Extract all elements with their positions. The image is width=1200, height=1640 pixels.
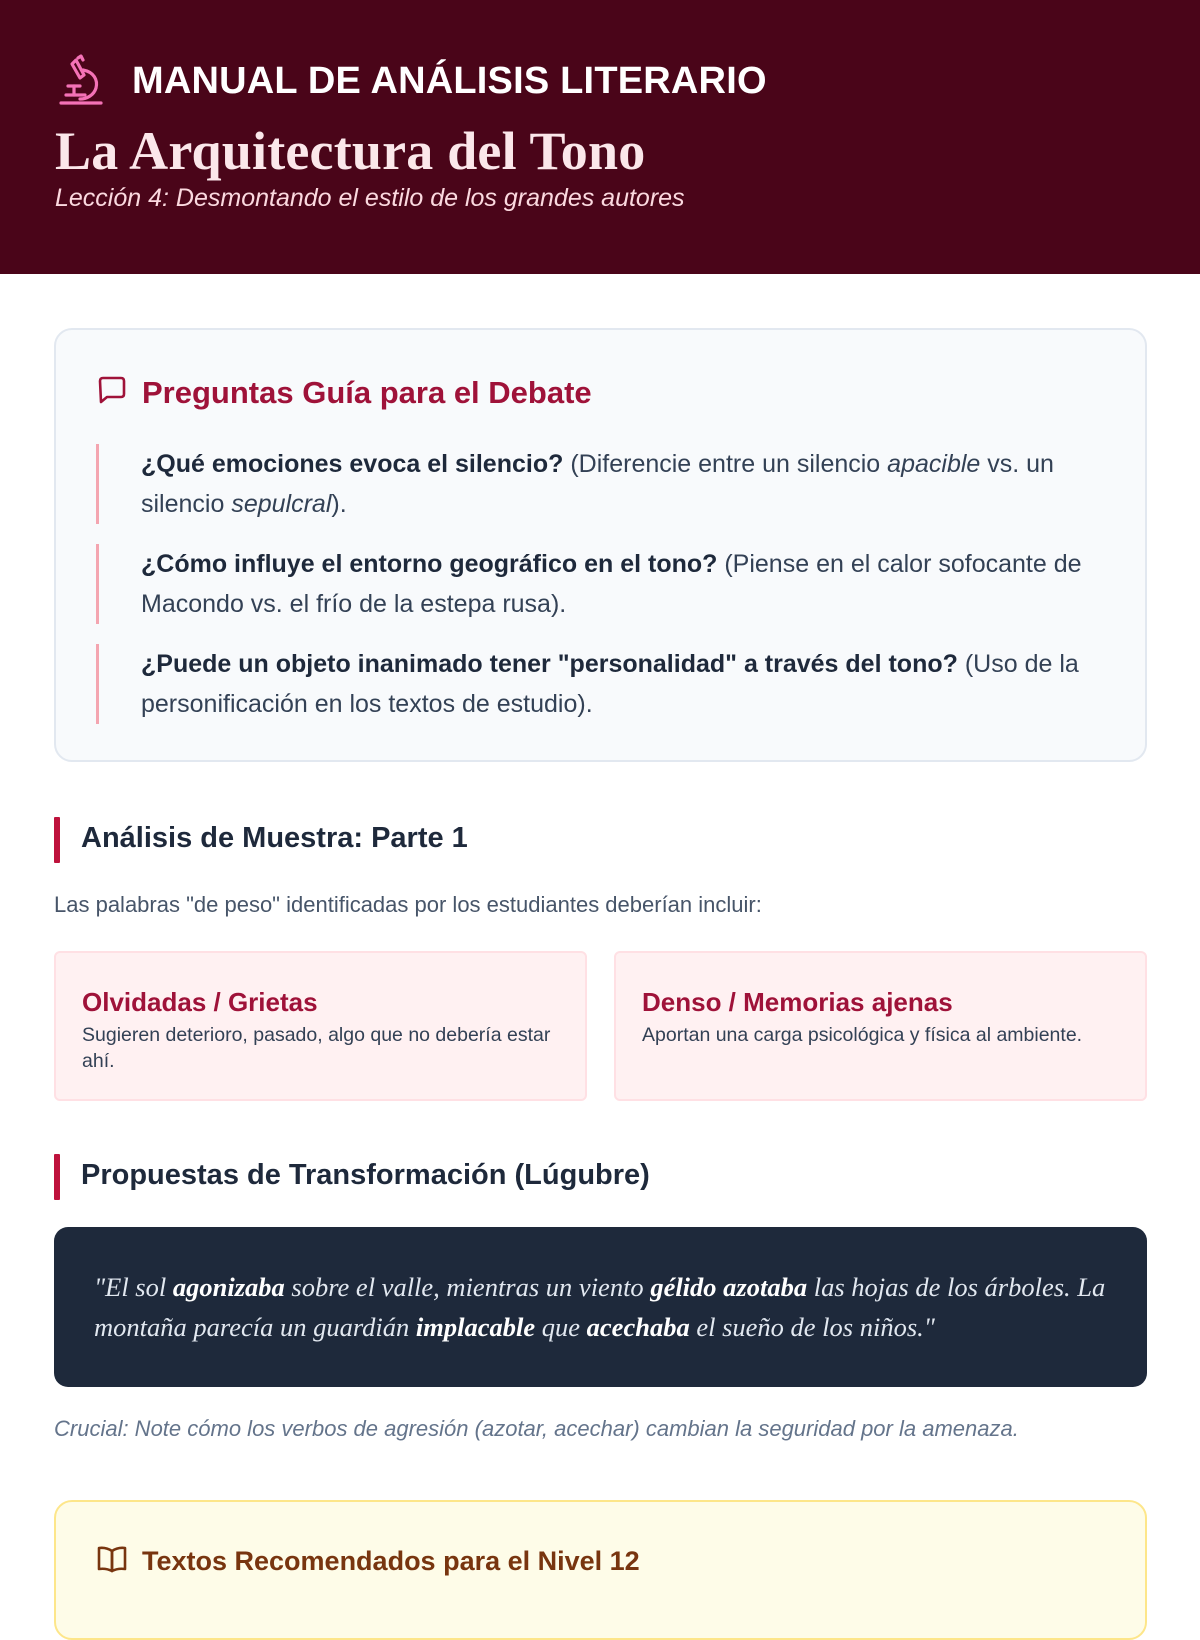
quote-text: sobre el valle, mientras un viento — [284, 1272, 651, 1302]
debate-questions-card — [54, 328, 1147, 762]
recommended-texts-header — [96, 1544, 640, 1579]
question-bold: ¿Qué emociones evoca el silencio? — [141, 450, 564, 478]
recommended-texts-card — [54, 1500, 1147, 1640]
question-text: (Diferencie entre un silencio — [563, 450, 888, 478]
section-accent-bar — [54, 817, 60, 863]
debate-questions-title: Preguntas Guía para el Debate — [142, 374, 592, 410]
question-text: ). — [331, 490, 347, 518]
page-header — [0, 0, 1200, 274]
question-text: (Piense en el calor sofocante de Macondo vs. el frío de la estepa rusa). — [141, 550, 1082, 618]
sample-analysis-lead: Las palabras "de peso" identificadas por los estudiantes deberían incluir: — [54, 892, 762, 917]
debate-question-3 — [96, 644, 1096, 724]
open-book-icon — [96, 1544, 128, 1579]
weight-word-card-1 — [54, 951, 587, 1101]
quote-highlight: gélido azotaba — [650, 1272, 808, 1302]
weight-word-description: Aportan una carga psicológica y física al ambiente. — [642, 1024, 1083, 1046]
question-bold: ¿Puede un objeto inanimado tener "personalidad" a través del tono? — [141, 650, 958, 678]
quote-text: "El sol — [94, 1272, 173, 1302]
chat-bubble-icon — [96, 374, 128, 411]
brand-row — [56, 54, 767, 108]
quote-highlight: agonizaba — [172, 1272, 285, 1302]
weight-word-title: Denso / Memorias ajenas — [642, 987, 953, 1017]
weight-word-title: Olvidadas / Grietas — [82, 987, 318, 1017]
crucial-note: Crucial: Note cómo los verbos de agresión (azotar, acechar) cambian la seguridad por la amenaza. — [54, 1416, 1019, 1441]
quote-text: que — [535, 1312, 587, 1342]
transformation-quote — [54, 1227, 1147, 1387]
weight-word-card-2 — [614, 951, 1147, 1101]
question-bold: ¿Cómo influye el entorno geográfico en el tono? — [141, 550, 718, 578]
quote-highlight: acechaba — [586, 1312, 690, 1342]
quote-text: las hojas de los árboles. La montaña parecía un guardián — [94, 1272, 1106, 1342]
page-title: La Arquitectura del Tono — [55, 121, 646, 181]
quote-text: el sueño de los niños." — [689, 1312, 935, 1342]
question-text: (Uso de la personificación en los textos de estudio). — [141, 650, 1079, 718]
question-emphasis: apacible — [887, 450, 981, 478]
question-emphasis: sepulcral — [231, 490, 332, 518]
sample-analysis-title: Análisis de Muestra: Parte 1 — [81, 822, 468, 854]
question-text: vs. un silencio — [141, 450, 1054, 518]
debate-questions-header — [96, 374, 592, 411]
brand-label: MANUAL DE ANÁLISIS LITERARIO — [132, 59, 767, 102]
microscope-icon — [56, 54, 106, 108]
page-subtitle: Lección 4: Desmontando el estilo de los grandes autores — [55, 184, 685, 212]
debate-question-1 — [96, 444, 1096, 524]
debate-question-2 — [96, 544, 1096, 624]
recommended-texts-title: Textos Recomendados para el Nivel 12 — [142, 1546, 640, 1576]
transformation-title: Propuestas de Transformación (Lúgubre) — [81, 1159, 650, 1191]
quote-highlight: implacable — [415, 1312, 536, 1342]
section-accent-bar — [54, 1154, 60, 1200]
weight-word-description: Sugieren deterioro, pasado, algo que no debería estar ahí. — [82, 1024, 551, 1072]
